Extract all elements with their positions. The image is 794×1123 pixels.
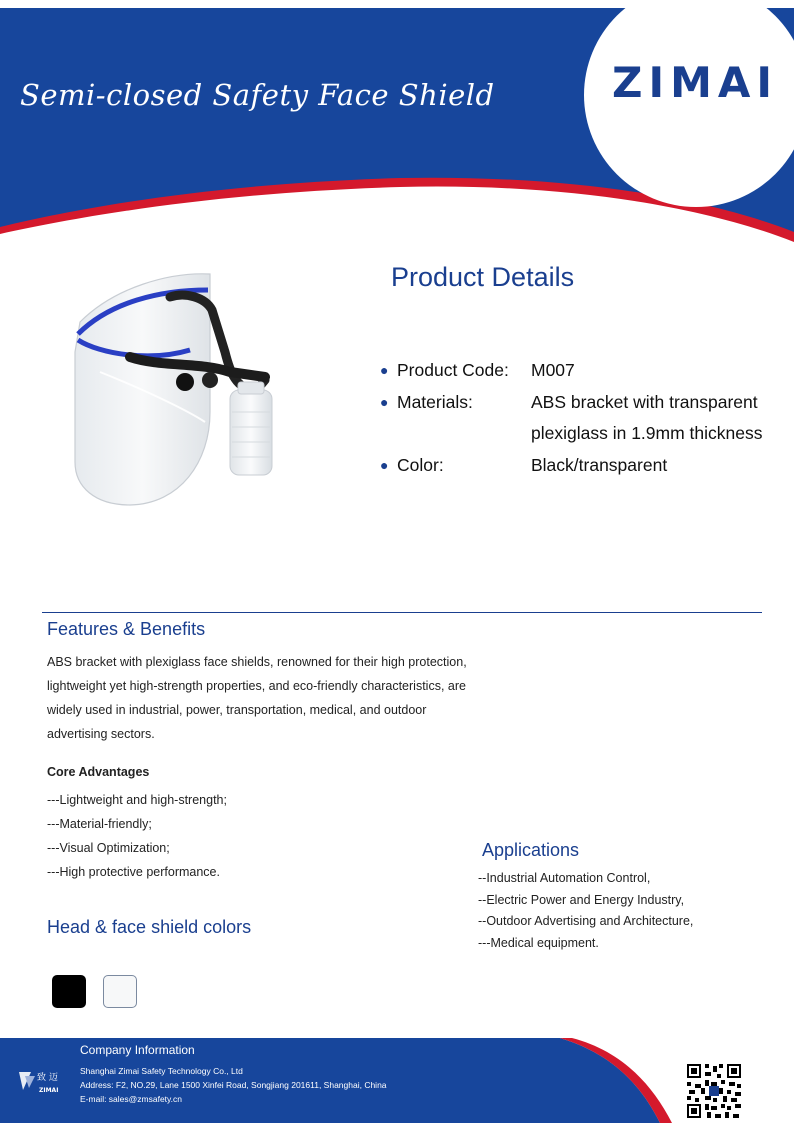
applications-title: Applications xyxy=(482,840,580,860)
spec-row-materials xyxy=(380,387,794,449)
spec-label: Materials: xyxy=(397,392,473,412)
spec-row-color xyxy=(380,450,794,481)
spec-label: Color: xyxy=(397,455,444,475)
header-wave-background xyxy=(0,0,794,250)
spec-label: Product Code: xyxy=(397,360,509,380)
svg-text:ZIMAI: ZIMAI xyxy=(39,1087,59,1094)
color-swatch-black xyxy=(52,975,86,1008)
features-paragraph: ABS bracket with plexiglass face shields, renowned for their high protection, lightweight yet high-strength properties, and eco-friendly characteristics, are widely used in industrial, power, transportation, medical, and outdoor advertising sectors. xyxy=(47,655,467,741)
spec-value: ABS bracket with transparent plexiglass in 1.9mm thickness xyxy=(531,392,763,443)
core-advantages-title: Core Advantages xyxy=(47,765,150,779)
spec-value: M007 xyxy=(531,360,575,380)
list-item: --Outdoor Advertising and Architecture, xyxy=(478,914,694,928)
colors-title: Head & face shield colors xyxy=(47,917,252,937)
svg-text:致 迈: 致 迈 xyxy=(37,1073,58,1083)
face-shield-product-image xyxy=(60,262,300,512)
product-details-title: Product Details xyxy=(391,262,575,292)
list-item: ---Lightweight and high-strength; xyxy=(47,793,227,807)
features-title: Features & Benefits xyxy=(47,619,206,639)
list-item: ---Medical equipment. xyxy=(478,935,599,950)
spec-row-product-code xyxy=(380,355,794,386)
page-title: Semi-closed Safety Face Shield xyxy=(20,78,495,112)
section-divider xyxy=(42,612,762,613)
spec-value: Black/transparent xyxy=(531,455,668,475)
bullet-icon: ● xyxy=(380,362,389,378)
company-address: Address: F2, NO.29, Lane 1500 Xinfei Road, Songjiang 201611, Shanghai, China xyxy=(80,1080,387,1090)
list-item: ---High protective performance. xyxy=(47,865,220,879)
company-info-title: Company Information xyxy=(80,1043,195,1057)
list-item: --Industrial Automation Control, xyxy=(478,871,651,885)
list-item: ---Material-friendly; xyxy=(47,817,152,831)
core-advantages-list xyxy=(47,788,227,884)
company-email: E-mail: sales@zmsafety.cn xyxy=(80,1094,182,1104)
applications-list xyxy=(478,868,693,954)
list-item: ---Visual Optimization; xyxy=(47,841,170,855)
bullet-icon: ● xyxy=(380,457,389,473)
bullet-icon: ● xyxy=(380,394,389,410)
list-item: --Electric Power and Energy Industry, xyxy=(478,892,685,907)
company-name: Shanghai Zimai Safety Technology Co., Ltd xyxy=(80,1066,243,1076)
company-logo-icon xyxy=(17,1066,69,1096)
header-banner xyxy=(0,0,794,250)
color-swatch-transparent xyxy=(103,975,137,1008)
company-info-text xyxy=(80,1064,387,1106)
qr-code-icon xyxy=(685,1062,743,1120)
brand-logo: ZIMAI xyxy=(612,58,779,107)
